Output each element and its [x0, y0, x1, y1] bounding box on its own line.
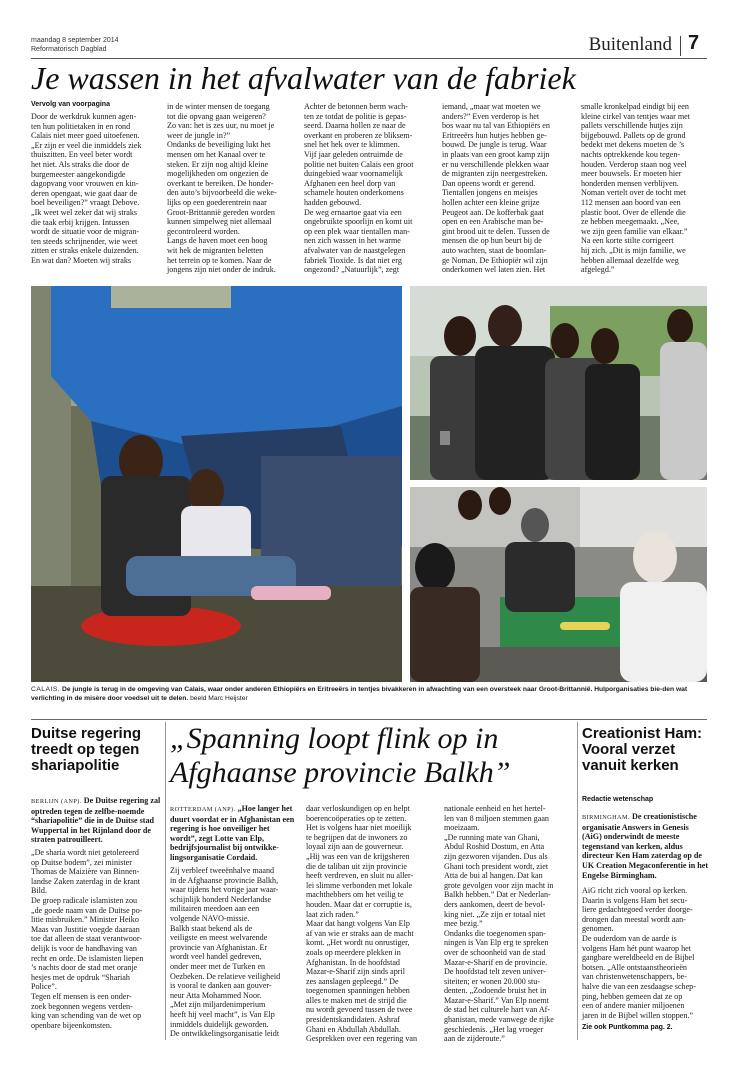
- masthead-separator: [680, 36, 681, 56]
- divider-left: [165, 722, 166, 1040]
- caption-place: CALAIS.: [31, 686, 61, 693]
- photo-food-distribution[interactable]: [410, 487, 707, 682]
- center-article-col-1: Zij verbleef tweeënhalve maand in de Afghaanse provincie Balkh, waar tijdens het vorige jaar waar- schijnlijk honderd Nederlandse militairen meedoen aan een volgende NAVO-missie. Balkh staat bekend als de veiligste en meest welvarende provincie van Afghanistan. Er wordt veel handel gedreven, onder meer met de Turken en Oezbeken. De relatieve veiligheid is vooral te danken aan gouver- neur Atta Mohammed Noor. „Met zijn miljardenimperium heeft hij veel macht”, is Van Elp inmiddels duidelijk geworden. De ontwikkelingsorganisatie leidt: [170, 866, 281, 1039]
- section-name: Buitenland: [588, 34, 672, 55]
- lower-section-rule: [31, 719, 707, 720]
- main-col-4: iemand, „maar wat moeten we anders?” Even verderop is het bos waar nu tal van Ethiopiërs en Eritreeërs hun hutjes hebben ge- bouwd. De jungle is terug. Waar in plaats van een groot kamp zijn er nu verschillende plekken waar de migranten zijn neergestreken. Dan opeens wordt er gerend. Tientallen jongens en meisjes hollen achter een kleine grijze Peugeot aan. De kofferbak gaat open en een Arabische man be- gint brood uit te delen. Tussen de mensen die op hun beurt bij de auto wachten, staat de boomlan- ge Noman. De Ethiopiër wil zijn onderkomen wel laten zien. Het: [442, 102, 550, 275]
- photo-men-queue[interactable]: [410, 286, 707, 480]
- left-article-lead: De Duitse regering zal optreden tegen de zelfbe-noemde “shariapolitie” die in de Duitse stad Wuppertal in het Rijnland door de straten patrouilleert.: [31, 796, 161, 845]
- photo-tent-family[interactable]: [31, 286, 402, 682]
- center-article-lead-block: [170, 804, 298, 862]
- masthead-date: maandag 8 september 2014: [31, 37, 119, 44]
- caption-text: De jungle is terug in de omgeving van Calais, waar onder anderen Ethiopiërs en Eritreeërs in tentjes bivakkeren in afwachting van een oversteek naar Groot-Brittannië. Hulporganisaties bie-den wat verlichting in de misère door voedsel uit te delen.: [31, 686, 688, 702]
- photo-caption: [31, 685, 707, 703]
- main-col-2: in de winter mensen de toegang tot die opvang gaan weigeren? Zo van: het is zes uur, nu moet je weer de jungle in?” Ondanks de beveiliging lukt het mensen om het Kanaal over te steken. Er zijn nog altijd kleine mogelijkheden om ongezien de overkant te bereiken. De honder- den auto’s bijvoorbeeld die weke- lijks op een goederentrein naar Groot-Brittannië gereden worden kunnen simpelweg niet allemaal gecontroleerd worden. Langs de haven moet een hoog wit hek de migranten beletten het terrein op te komen. Naar de jongens zijn niet onder de indruk.: [167, 102, 277, 275]
- right-article-kicker: Redactie wetenschap: [582, 796, 654, 803]
- center-article-lead: „Hoe langer het duurt voordat er in Afghanistan een regering is hoe onveiliger het wordt”, zegt Lotte van Elp, bedrijfsjournalist bij ontwikke-lingsorganisatie Cordaid.: [170, 804, 295, 862]
- main-kicker: Vervolg van voorpagina: [31, 101, 110, 108]
- center-article-col-2: daar verloskundigen op en helpt boerencoöperaties op te zetten. Het is volgens haar niet moeilijk te begrijpen dat de inwoners zo loyaal zijn aan de gouverneur. „Hij was een van de krijgsheren die de taliban uit zijn provincie heeft verdreven, en sluit nu aller- lei slimme verbonden met lokale machthebbers om het veilig te houden. Maar dat er corruptie is, laat zich raden.” Maar dat hangt volgens Van Elp af van wie er straks aan de macht komt. „Het wordt nu onrustiger, zoals op meerdere plekken in Afghanistan. In de hoofdstad Mazar-e-Sharif zijn sinds april zes aanslagen gepleegd.” De toegenomen spanningen hebben alles te maken met de strijd die nu wordt gevoerd tussen de twee presidentskandidaten. Ashraf Ghani en Abdullah Abdullah. Gesprekken over een regering van: [306, 804, 418, 1044]
- left-article-place: BERLIJN (ANP).: [31, 798, 82, 805]
- right-article-body: AiG richt zich vooral op kerken. Daarin is volgens Ham het secu- liere gedachtegoed verder doorge- drongen dan meestal wordt aan- genomen. De ouderdom van de aarde is volgens Ham hét punt waarop het gangbare wereldbeeld en de Bijbel botsen. „Alle ontstaanstheorieën van christenwetenschappers, be- halve die van een zesdaagse schep- ping, hebben gemeen dat ze op een of andere manier miljoenen jaren in de Bijbel willen stoppen.”: [582, 886, 696, 1020]
- right-article-lead-block: [582, 812, 709, 882]
- left-article-body: „De sharia wordt niet getolereerd op Duitse bodem”, zei minister Thomas de Maizière van Binnen- landse Zaken zaterdag in de krant Bild. De groep radicale islamisten zou „de goede naam van de Duitse po- litie misbruiken.” Minister Heiko Maas van Justitie voegde daaraan toe dat alleen de staat verantwoor- delijk is voor de handhaving van recht en orde. De islamisten liepen ’s nachts door de stad met oranje hesjes met de opdruk “Shariah Police”. Tegen elf mensen is een onder- zoek begonnen wegens verden- king van schending van de wet op openbare bijeenkomsten.: [31, 848, 144, 1030]
- divider-right: [577, 722, 578, 1040]
- main-col-1: Door de werkdruk kunnen agen- ten hun politietaken in en rond Calais niet meer goed uitoefenen. „Er zijn er veel die inmiddels ziek thuiszitten. En veel beter wordt het niet. Als straks die door de burgemeester aangekondigde dagopvang voor vrouwen en kin- deren opengaat, wie gaat daar de boel beveiligen?” vraagt Debove. „Ik weet wel zeker dat wij straks die taak erbij krijgen. Intussen wordt de situatie voor de migran- ten steeds schrijnender, wie weet zitten er straks enkele duizenden. En wat dan? Moeten wij straks: [31, 112, 142, 265]
- right-article-place: BIRMINGHAM.: [582, 814, 630, 821]
- center-article-headline[interactable]: „Spanning loopt flink op in Afghaanse provincie Balkh”: [170, 722, 511, 789]
- left-article-headline[interactable]: Duitse regering treedt op tegen shariapolitie: [31, 725, 142, 774]
- main-col-3: Achter de betonnen berm wach- ten ze totdat de politie is gepas- seerd. Daarna hollen ze naar de overkant en proberen ze bliksem- snel het hek over te klimmen. Vijf jaar geleden ontruimde de politie net buiten Calais een groot duingebied waar voornamelijk Afghanen een heel dorp van schamele houten onderkomens hadden gebouwd. De weg ernaartoe gaat via een ongebruikte spoorlijn en komt uit op een plek waar tientallen man- nen zich wassen in het warme afvalwater van de naastgelegen fabriek Tioxide. Is dat niet erg ongezond? „Natuurlijk”, zegt: [304, 102, 414, 275]
- center-article-place: ROTTERDAM (ANP).: [170, 806, 236, 813]
- main-col-5: smalle kronkelpad eindigt bij een kleine cirkel van tentjes waar met pallets verschillende hutjes zijn bijgebouwd. Pallets op de grond bedekt met dekens moeten de ’s nachts optrekkende kou tegen- houden. Verderop staan nog veel meer bouwsels. Er moeten hier honderden mensen verblijven. Noman vertelt over de tocht met 112 mensen aan boord van een plastic boot. Over de ellende die ze hebben meegemaakt. „Nee, we zijn geen familie van elkaar.” Na een korte stilte corrigeert hij zich. „Dit is mijn familie, we hebben allemaal dezelfde weg afgelegd.”: [581, 102, 690, 275]
- center-article-col-3: nationale eenheid en het hertel- len van 8 miljoen stemmen gaan moeizaam. „De running mate van Ghani, Abdul Roshid Dostum, en Atta zijn gezworen vijanden. Dus als Ghani toch president wordt, ziet Atta de bui al hangen. Dat kan grote gevolgen voor zijn macht in Balkh hebben.” Dat er Nederlan- ders aankomen, deert de bevol- king niet. „Ze zijn er totaal niet mee bezig.” Ondanks die toegenomen span- ningen is Van Elp erg te spreken over de schoonheid van de stad Mazar-e-Sharif en de provincie. De hoofdstad telt zeven univer- siteiten; er wonen 20.000 stu- denten. „Zodoende bruist het in Mazar-e-Sharif.” Van Elp noemt de stad het culturele hart van Af- ghanistan, mede vanwege de rijke geschiedenis. „Het lag vroeger aan de zijderoute.”: [444, 804, 554, 1044]
- right-article-see-also[interactable]: Zie ook Puntkomma pag. 2.: [582, 1024, 673, 1031]
- page-number: 7: [688, 32, 700, 54]
- masthead-date-block: [31, 36, 119, 54]
- masthead-paper: Reformatorisch Dagblad: [31, 46, 107, 53]
- right-article-lead: De creationistische organisatie Answers in Genesis (AiG) onderwindt de meeste tegenstand van kerken, aldus directeur Ken Ham zaterdag op de UK Creation Megaconferentie in het Engelse Birmingham.: [582, 812, 709, 880]
- left-article-lead-block: [31, 796, 161, 845]
- main-headline[interactable]: Je wassen in het afvalwater van de fabriek: [31, 60, 576, 96]
- right-article-headline[interactable]: Creationist Ham: Vooral verzet vanuit kerken: [582, 725, 703, 774]
- caption-credit: beeld Marc Heijster: [190, 695, 248, 702]
